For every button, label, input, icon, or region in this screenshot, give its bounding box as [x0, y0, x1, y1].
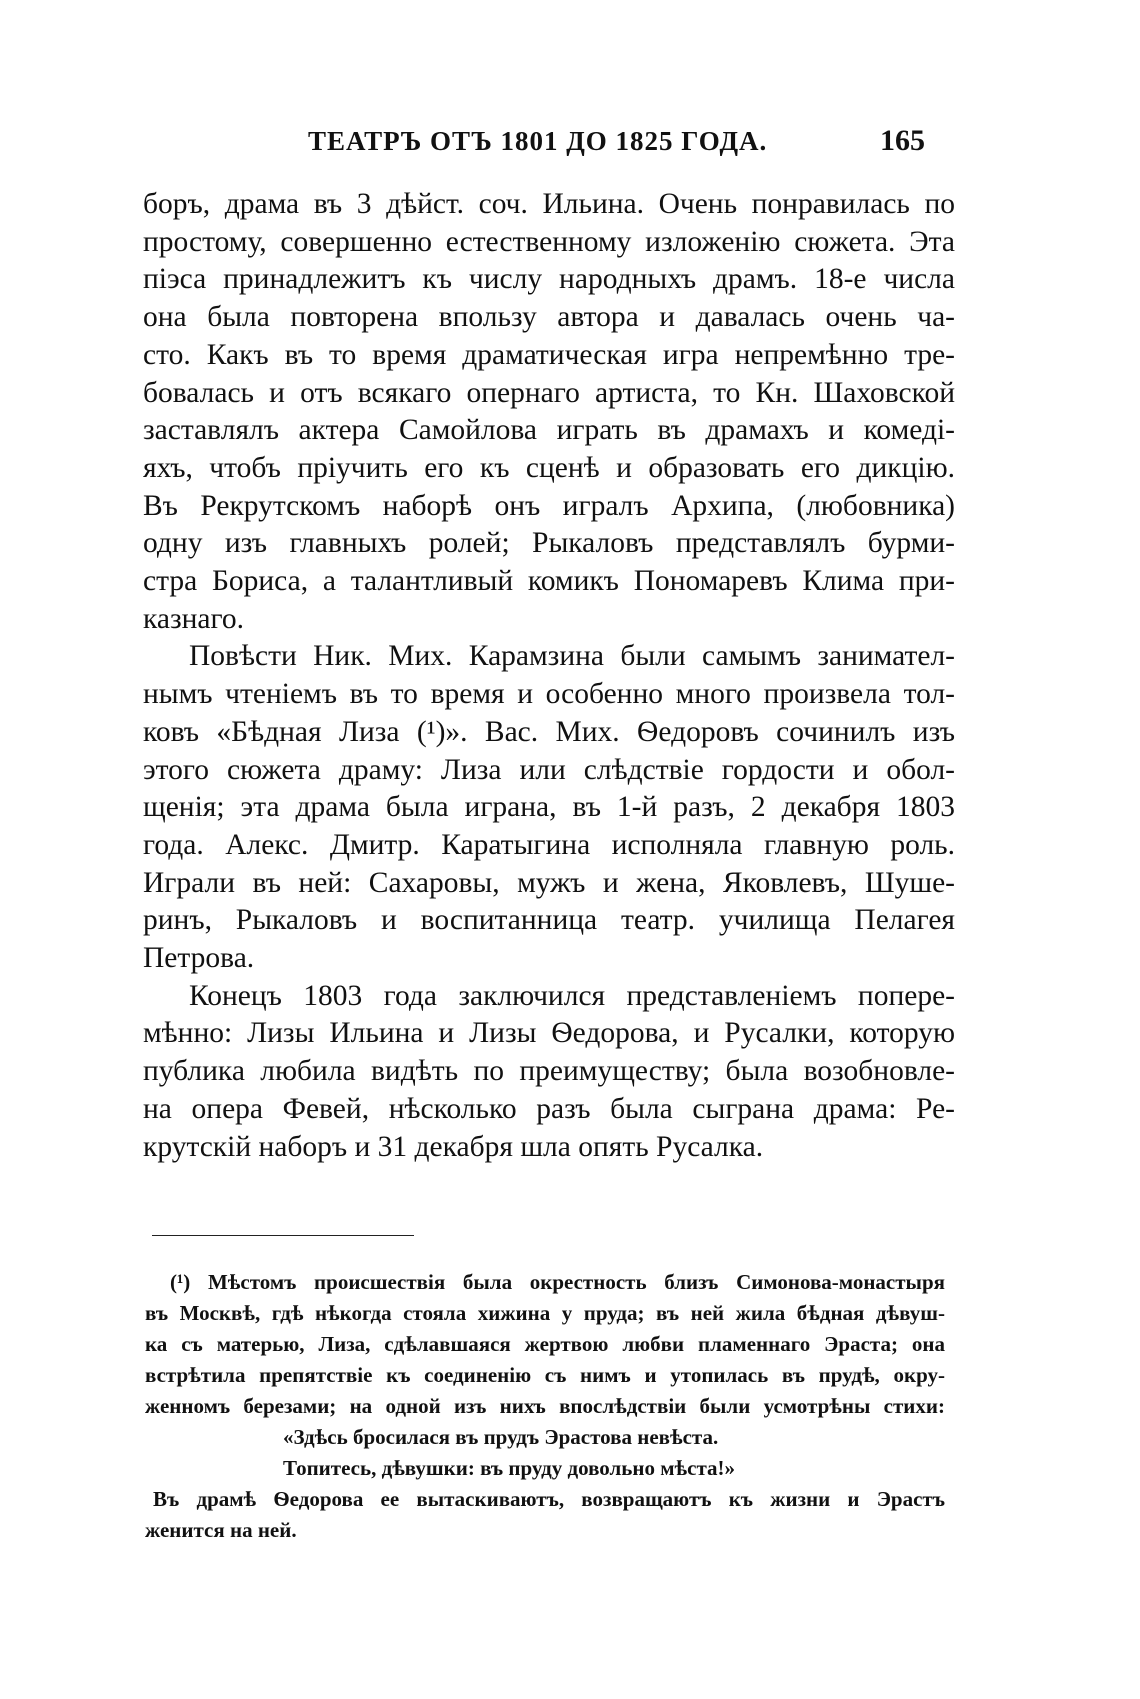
page-number: 165 [880, 124, 925, 157]
text-line: ковъ «Бѣдная Лиза (¹)». Вас. Мих. Ѳедоровъ сочинилъ изъ [143, 715, 955, 748]
text-line: казнаго. [143, 602, 245, 635]
footnote-line: женномъ березами; на одной изъ нихъ впослѣдствіи были усмотрѣны стихи: [145, 1394, 945, 1418]
text-line: сто. Какъ въ то время драматическая игра непремѣнно тре- [143, 338, 955, 371]
text-line: на опера Февей, нѣсколько разъ была сыграна драма: Ре- [143, 1092, 955, 1125]
footnote-verse-line: Топитесь, дѣвушки: въ пруду довольно мѣста!» [283, 1456, 736, 1480]
text-line: нымъ чтеніемъ въ то время и особенно много произвела тол- [143, 678, 955, 711]
text-line: Играли въ ней: Сахаровы, мужъ и жена, Яковлевъ, Шуше- [143, 866, 955, 899]
footnote [145, 1267, 945, 1546]
text-line: Повѣсти Ник. Мих. Карамзина были самымъ занимател- [189, 640, 955, 673]
text-line: заставлялъ актера Самойлова играть въ драмахъ и комедi- [143, 414, 955, 447]
text-line: Петрова. [143, 942, 255, 975]
footnote-line: ка съ матерью, Лиза, сдѣлавшаяся жертвою любви пламеннаго Эраста; она [145, 1332, 945, 1356]
footnote-line: въ Москвѣ, гдѣ нѣкогда стояла хижина у пруда; въ ней жила бѣдная дѣвуш- [145, 1301, 945, 1325]
text-line: года. Алекс. Дмитр. Каратыгина исполняла главную роль. [143, 828, 955, 861]
text-line: она была повторена впользу автора и давалась очень ча- [143, 301, 955, 334]
footnote-line: Въ драмѣ Ѳедорова ее вытаскиваютъ, возвращаютъ къ жизни и Эрастъ [153, 1487, 945, 1511]
text-line: боръ, драма въ 3 дѣйст. соч. Ильина. Очень понравилась по [143, 188, 955, 220]
footnote-line: (¹) Мѣстомъ происшествія была окрестность близъ Симонова-монастыря [170, 1270, 945, 1294]
paragraph-3 [143, 978, 955, 1167]
text-line: бовалась и отъ всякаго опернаго артиста, то Кн. Шаховской [143, 376, 955, 409]
paragraph-2 [143, 638, 955, 977]
main-text [143, 186, 955, 1166]
paragraph-1 [143, 186, 955, 638]
text-line: простому, совершенно естественному изложенію сюжета. Эта [143, 225, 955, 258]
text-line: Въ Рекрутскомъ наборѣ онъ игралъ Архипа, (любовника) [143, 489, 955, 522]
text-line: стра Бориса, а талантливый комикъ Пономаревъ Клима при- [143, 565, 955, 598]
text-line: щенія; эта драма была играна, въ 1-й разъ, 2 декабря 1803 [143, 791, 955, 824]
text-line: піэса принадлежитъ къ числу народныхъ драмъ. 18-е числа [143, 263, 955, 296]
text-line: этого сюжета драму: Лиза или слѣдствіе гордости и обол- [143, 753, 955, 786]
footnote-line: женится на ней. [145, 1518, 297, 1542]
text-line: публика любила видѣть по преимуществу; была возобновле- [143, 1055, 955, 1088]
text-line: одну изъ главныхъ ролей; Рыкаловъ представлялъ бурми- [143, 527, 955, 560]
text-line: ринъ, Рыкаловъ и воспитанница театр. училища Пелагея [143, 904, 955, 937]
footnote-separator [152, 1235, 414, 1236]
footnote-line: встрѣтила препятствіе къ соединенію съ нимъ и утопилась въ прудѣ, окру- [145, 1363, 945, 1387]
footnote-verse-line: «Здѣсь бросилася въ прудъ Эрастова невѣста. [283, 1425, 719, 1449]
text-line: Конецъ 1803 года заключился представленіемъ попере- [189, 979, 955, 1012]
text-line: крутскій наборъ и 31 декабря шла опять Русалка. [143, 1130, 764, 1163]
running-head: ТЕАТРЪ ОТЪ 1801 ДО 1825 ГОДА. [308, 126, 768, 156]
text-line: яхъ, чтобъ пріучить его къ сценѣ и образовать его дикцію. [143, 451, 955, 484]
text-line: мѣнно: Лизы Ильина и Лизы Ѳедорова, и Русалки, которую [143, 1017, 955, 1050]
